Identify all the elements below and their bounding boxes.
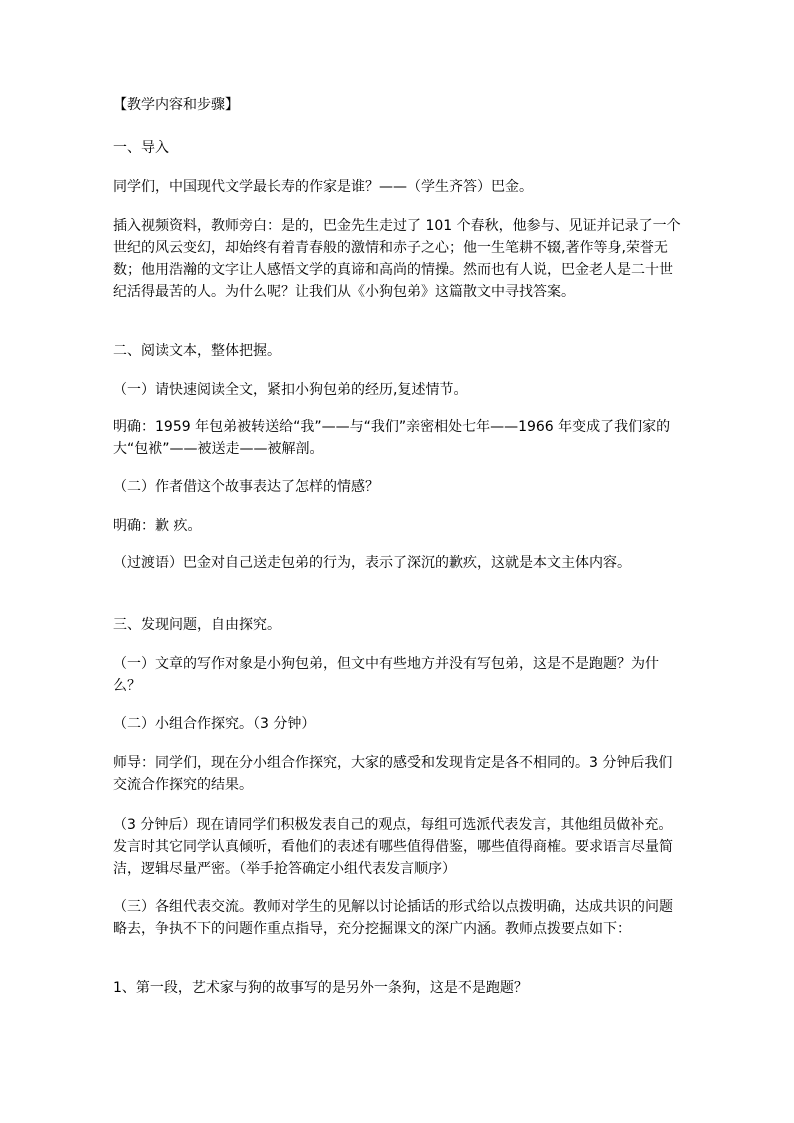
heading-reading-text: 二、阅读文本，整体把握。 [113, 343, 281, 359]
paragraph-answer-2: 明确：歉 疚。 [113, 518, 202, 534]
paragraph-video-narration: 插入视频资料，教师旁白：是的，巴金先生走过了 101 个春秋，他参与、见证并记录了一个世纪的风云变幻，却始终有着青春般的激情和赤子之心；他一生笔耕不辍,著作等身,荣誉无数；他用浩瀚的文字让人感悟文学的真谛和高尚的情操。然而也有人说，巴金老人是二十世纪活得最苦的人。为什么呢？让我们从《小狗包弟》这篇散文中寻找答案。 [113, 218, 681, 300]
heading-introduction: 一、导入 [113, 140, 169, 156]
paragraph-teacher-guide: 师导：同学们，现在分小组合作探究，大家的感受和发现肯定是各不相同的。3 分钟后我们交流合作探究的结果。 [113, 755, 673, 793]
paragraph-question-1: （一）文章的写作对象是小狗包弟，但文中有些地方并没有写包弟，这是不是跑题？为什么？ [113, 656, 659, 694]
paragraph-task-1: （一）请快速阅读全文，紧扣小狗包弟的经历,复述情节。 [113, 382, 468, 398]
paragraph-group-exchange: （三）各组代表交流。教师对学生的见解以讨论插话的形式给以点拨明确，达成共识的问题略去，争执不下的问题作重点指导，充分挖掘课文的深广内涵。教师点拨要点如下： [113, 899, 673, 937]
paragraph-group-inquiry: （二）小组合作探究。（3 分钟） [113, 716, 316, 732]
section-heading-teaching-steps: 【教学内容和步骤】 [113, 97, 239, 113]
paragraph-transition: （过渡语）巴金对自己送走包弟的行为，表示了深沉的歉疚，这就是本文主体内容。 [113, 555, 631, 571]
heading-discover-questions: 三、发现问题，自由探究。 [113, 617, 281, 633]
paragraph-opening-question: 同学们，中国现代文学最长寿的作家是谁？——（学生齐答）巴金。 [113, 179, 533, 195]
paragraph-task-2: （二）作者借这个故事表达了怎样的情感？ [113, 479, 379, 495]
paragraph-discussion: （3 分钟后）现在请同学们积极发表自己的观点，每组可选派代表发言，其他组员做补充。发言时其它同学认真倾听，看他们的表述有哪些值得借鉴，哪些值得商榷。要求语言尽量简洁，逻辑尽量严密。（举手抢答确定小组代表发言顺序） [113, 817, 673, 877]
paragraph-point-1: 1、第一段，艺术家与狗的故事写的是另外一条狗，这是不是跑题？ [113, 980, 528, 996]
paragraph-answer-1: 明确：1959 年包弟被转送给“我”——与“我们”亲密相处七年——1966 年变成了我们家的大“包袱”——被送走——被解剖。 [113, 419, 671, 457]
